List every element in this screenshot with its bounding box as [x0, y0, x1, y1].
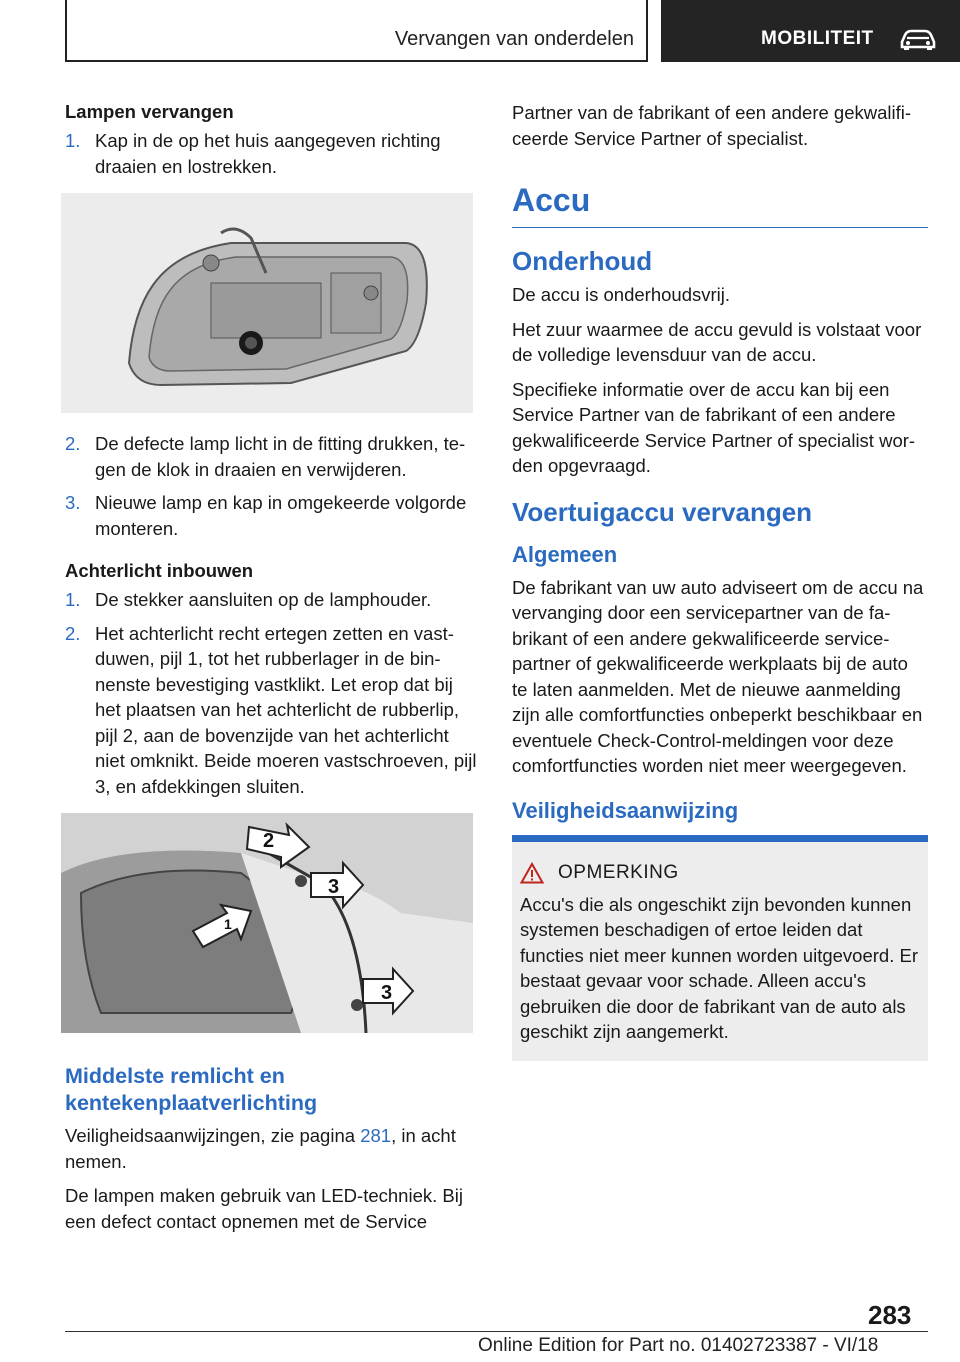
veiligheid-heading: Veiligheidsaanwijzing	[512, 797, 739, 823]
taillight-housing-illustration	[61, 193, 473, 413]
middel-paragraph-2: De lampen maken gebruik van LED-techniek. Bij een defect contact opnemen met de Service	[65, 1185, 463, 1232]
footer-divider	[65, 1331, 928, 1332]
step-number: 1.	[65, 130, 81, 151]
arrow-label: 1	[224, 916, 232, 932]
warning-label: OPMERKING	[558, 861, 679, 883]
onderhoud-paragraph-1: De accu is onderhoudsvrij.	[512, 284, 730, 305]
warning-header	[520, 862, 920, 884]
text-span: , in acht nemen.	[65, 1125, 456, 1172]
accu-heading: Accu	[512, 181, 928, 228]
page-number: 283	[868, 1300, 912, 1330]
achterlicht-steps	[65, 587, 477, 799]
page-header	[0, 0, 960, 66]
onderhoud-heading: Onderhoud	[512, 246, 653, 276]
voertuigaccu-heading: Voertuigaccu vervangen	[512, 496, 813, 527]
warning-box	[512, 835, 928, 1061]
section-title: Vervangen van onderdelen	[394, 28, 634, 50]
algemeen-heading: Algemeen	[512, 541, 618, 567]
page-link-281[interactable]: 281	[360, 1125, 392, 1146]
step-text: Kap in de op het huis aangegeven richting draaien en lostrekken.	[95, 130, 441, 177]
warning-text: Accu's die als ongeschikt zijn bevonden kunnen systemen beschadigen of ertoe leiden dat functies niet meer kunnen worden uitgevoerd. Er bestaat gevaar voor schade. Alleen accu's gebruiken die door de fabrikant van de auto als geschikt zijn aangemerkt.	[520, 893, 918, 1042]
lampen-steps-part2	[65, 431, 477, 541]
step-number: 2.	[65, 622, 81, 644]
step-number: 3.	[65, 492, 81, 513]
algemeen-paragraph: De fabrikant van uw auto adviseert om de accu na vervanging door een servicepartner van de fabrikant of een andere gekwalificeerde servicepartner of gekwalificeerde werkplaats bij de auto te laten aanmelden. Met de nieuwe aanmelding zijn alle comfortfuncties onbeperkt beschikbaar en eventuele Check-Control-meldingen voor deze comfortfuncties worden niet meer weergegeven.	[512, 576, 924, 776]
onderhoud-paragraph-3: Specifieke informatie over de accu kan bij een Service Partner van de fabrikant of een andere gekwalificeerde Service Partner of specialist worden opgevraagd.	[512, 378, 916, 476]
left-column	[65, 100, 477, 1243]
arrow-label: 3	[328, 876, 340, 898]
arrow-label: 2	[263, 830, 275, 852]
chapter-tab	[661, 0, 960, 62]
list-item	[65, 431, 477, 482]
text-span: Veiligheidsaanwijzingen, zie pagina	[65, 1125, 361, 1146]
car-icon	[899, 28, 937, 50]
continued-paragraph: Partner van de fabrikant of een andere gekwalificeerde Service Partner of specialist.	[512, 102, 912, 149]
step-text: Het achterlicht recht ertegen zetten en vastduwen, pijl 1, tot het rubberlager in de binnenste bevestiging vastklikt. Let erop dat bij het plaatsen van het achterlicht de rubberlip, pijl 2, aan de bovenzijde van het achterlicht niet omknikt. Beide moeren vastschroeven, pijl 3, en afdekkingen sluiten.	[95, 622, 477, 797]
list-item	[65, 587, 477, 613]
step-number: 2.	[65, 433, 81, 454]
right-column	[512, 100, 928, 1061]
achterlicht-heading: Achterlicht inbouwen	[65, 560, 254, 581]
lampen-steps-part1	[65, 128, 477, 179]
list-item	[65, 490, 477, 541]
middelste-remlicht-heading: Middelste remlicht en kentekenplaatverlichting	[65, 1064, 318, 1115]
list-item	[65, 621, 477, 800]
lampen-vervangen-heading: Lampen vervangen	[65, 101, 234, 122]
step-number: 1.	[65, 589, 81, 610]
section-tab	[65, 0, 648, 62]
middel-paragraph-1	[65, 1123, 477, 1174]
chapter-title: MOBILITEIT	[761, 28, 874, 49]
taillight-install-illustration	[61, 813, 473, 1033]
footer-edition: Online Edition for Part no. 01402723387 - VI/18	[478, 1335, 879, 1356]
arrow-label: 3	[381, 982, 393, 1004]
onderhoud-paragraph-2: Het zuur waarmee de accu gevuld is volstaat voor de volledige levensduur van de accu.	[512, 318, 922, 365]
step-text: Nieuwe lamp en kap in omgekeerde volgorde monteren.	[95, 492, 467, 539]
list-item	[65, 128, 477, 179]
step-text: De stekker aansluiten op de lamphouder.	[95, 589, 432, 610]
warning-triangle-icon	[520, 862, 544, 884]
step-text: De defecte lamp licht in de fitting drukken, tegen de klok in draaien en verwijderen.	[95, 433, 466, 480]
